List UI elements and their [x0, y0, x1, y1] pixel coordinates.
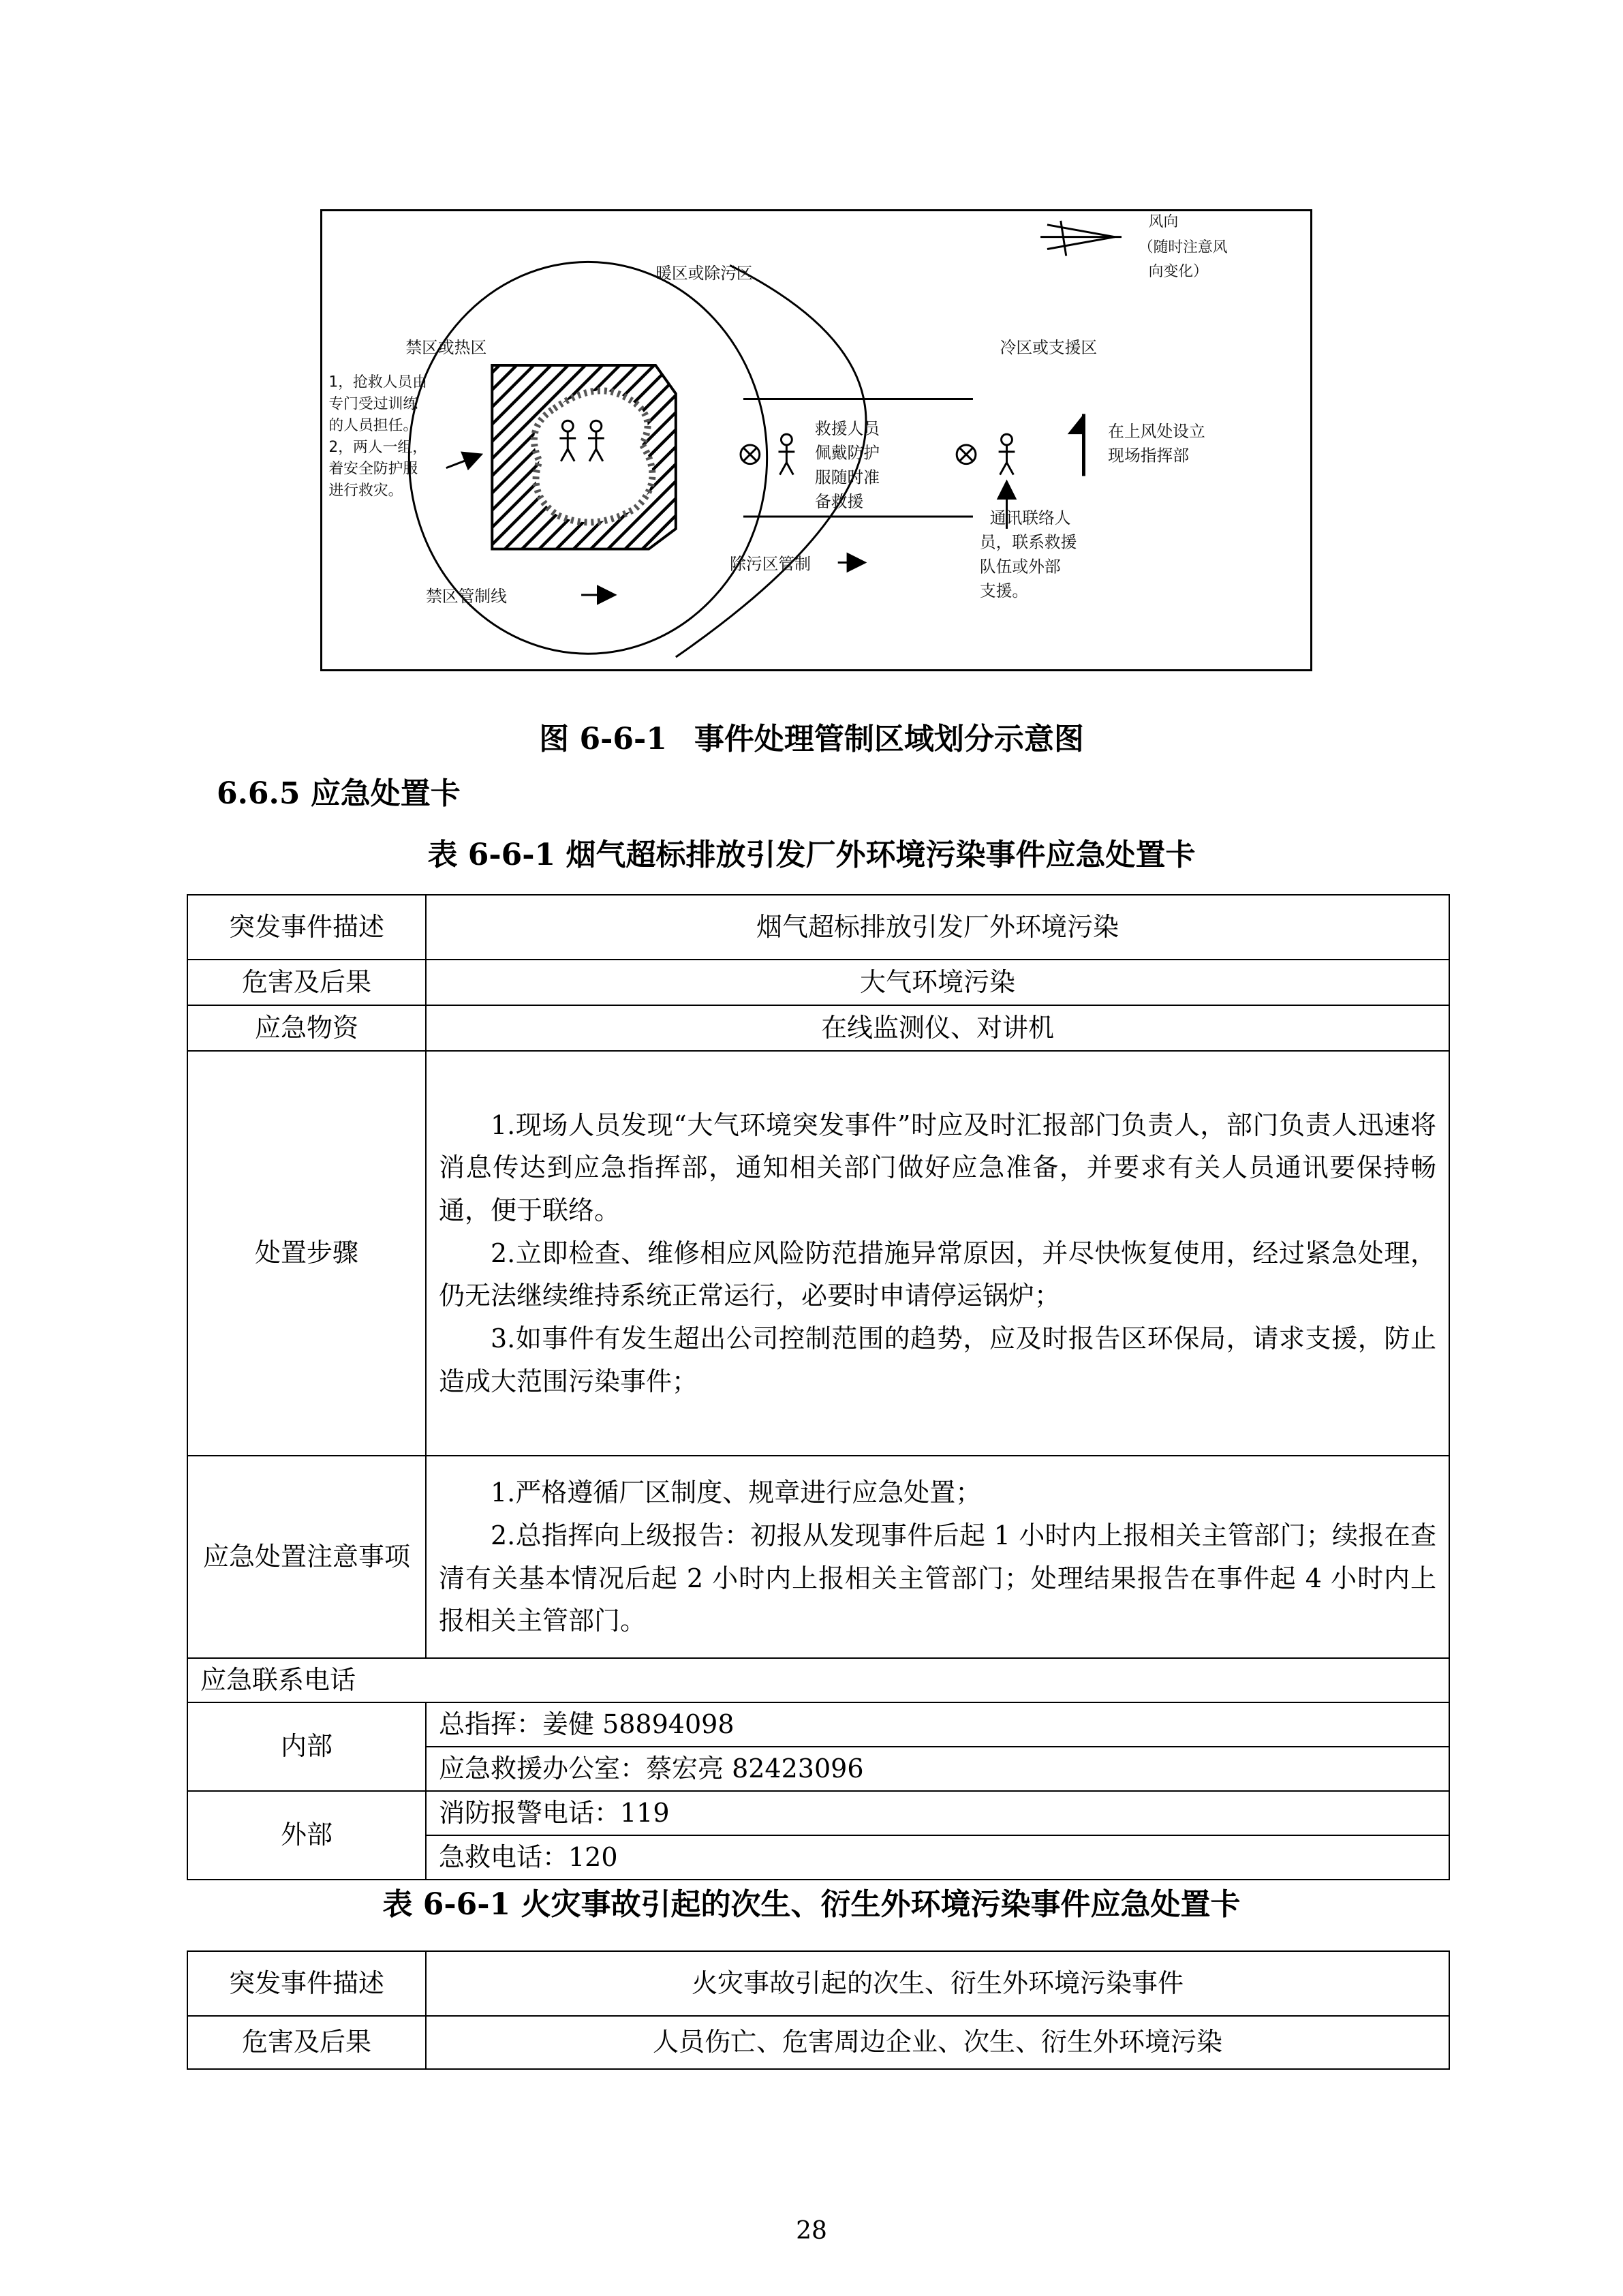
- left-note-line-4: 2，两人一组，: [328, 438, 428, 456]
- supplies-value: 在线监测仪、对讲机: [426, 1005, 1449, 1051]
- incident-core: [534, 391, 653, 522]
- harm-label: 危害及后果: [187, 2016, 426, 2069]
- warm-zone-label: 暖区或除污区: [655, 264, 753, 284]
- comm-note-line-3: 队伍或外部: [979, 557, 1061, 577]
- hot-control-label: 禁区管制线: [426, 586, 507, 606]
- note-1: 1.严格遵循厂区制度、规章进行应急处置；: [491, 1478, 982, 1508]
- event-label: 突发事件描述: [187, 1951, 426, 2016]
- table-row: [187, 1005, 1449, 1051]
- hot-zone-label: 禁区或热区: [405, 338, 487, 358]
- wind-note-line-2: 向变化）: [1148, 263, 1208, 281]
- left-note-line-5: 着安全防护服: [328, 460, 418, 478]
- harm-value: 大气环境污染: [426, 960, 1449, 1005]
- zone-diagram-svg: [322, 211, 1310, 669]
- event-value: 烟气超标排放引发厂外环境污染: [426, 895, 1449, 960]
- zone-diagram: [320, 209, 1312, 671]
- command-note-line-1: 在上风处设立: [1108, 422, 1205, 442]
- comm-note-line-2: 员，联系救援: [979, 532, 1077, 552]
- table-row: [187, 1951, 1449, 2016]
- left-note-arrow: [446, 455, 482, 468]
- table-row: [187, 895, 1449, 960]
- table-row: [187, 1658, 1449, 1702]
- figure-caption: [0, 714, 1623, 758]
- person-icon: [999, 434, 1015, 474]
- figure-number: 图 6-6-1: [539, 722, 667, 756]
- table-row: [187, 1702, 1449, 1747]
- external-contact-2: 急救电话：120: [426, 1835, 1449, 1880]
- figure-title: 事件处理管制区域划分示意图: [694, 722, 1084, 756]
- rescue-note-line-3: 服随时准: [815, 468, 880, 487]
- command-note-line-2: 现场指挥部: [1108, 446, 1190, 465]
- table1: [187, 894, 1450, 1880]
- section-heading: 6.6.5 应急处置卡: [217, 776, 461, 811]
- table-row: [187, 2016, 1449, 2069]
- external-contact-1: 消防报警电话：119: [426, 1791, 1449, 1835]
- left-note-line-1: 1，抢救人员由: [328, 373, 428, 391]
- person-icon: [778, 434, 794, 474]
- wind-title: 风向: [1148, 213, 1179, 230]
- rescue-note-line-2: 佩戴防护: [815, 443, 880, 463]
- checkpoint-icon: [741, 445, 760, 464]
- decon-control-label: 除污区管制: [730, 554, 811, 574]
- step-3: 3.如事件有发生超出公司控制范围的趋势，应及时报告区环保局，请求支援，防止造成大范围污染事件；: [439, 1323, 1436, 1396]
- supplies-label: 应急物资: [187, 1005, 426, 1051]
- steps-label: 处置步骤: [187, 1051, 426, 1456]
- left-note-line-3: 的人员担任。: [328, 417, 418, 435]
- table1-title: 表 6-6-1 烟气超标排放引发厂外环境污染事件应急处置卡: [427, 838, 1196, 872]
- page-number: 28: [796, 2217, 827, 2245]
- internal-label: 内部: [187, 1702, 426, 1791]
- external-label: 外部: [187, 1791, 426, 1880]
- internal-contact-1: 总指挥：姜健 58894098: [426, 1702, 1449, 1747]
- table-row: [187, 1456, 1449, 1658]
- comm-note-line-1: 通讯联络人: [989, 508, 1071, 527]
- cold-zone-label: 冷区或支援区: [1000, 338, 1098, 358]
- notes-content: [426, 1456, 1449, 1658]
- event-value: 火灾事故引起的次生、衍生外环境污染事件: [426, 1951, 1449, 2016]
- contact-header: 应急联系电话: [187, 1658, 1449, 1702]
- left-note-line-6: 进行救灾。: [328, 482, 403, 500]
- harm-value: 人员伤亡、危害周边企业、次生、衍生外环境污染: [426, 2016, 1449, 2069]
- table2: [187, 1950, 1450, 2070]
- comm-note-line-4: 支援。: [979, 581, 1029, 600]
- flag-icon: [1068, 414, 1084, 476]
- table2-title: 表 6-6-1 火灾事故引起的次生、衍生外环境污染事件应急处置卡: [382, 1887, 1241, 1922]
- notes-label: 应急处置注意事项: [187, 1456, 426, 1658]
- step-2: 2.立即检查、维修相应风险防范措施异常原因，并尽快恢复使用，经过紧急处理，仍无法继续维持系统正常运行，必要时申请停运锅炉；: [439, 1238, 1436, 1311]
- wind-note-line-1: （随时注意风: [1138, 239, 1228, 256]
- event-label: 突发事件描述: [187, 895, 426, 960]
- table-row: [187, 960, 1449, 1005]
- steps-content: [426, 1051, 1449, 1456]
- table-row: [187, 1791, 1449, 1835]
- left-note-line-2: 专门受过训练: [328, 395, 418, 413]
- rescue-note-line-1: 救援人员: [815, 419, 880, 439]
- table-row: [187, 1051, 1449, 1456]
- wind-arrows-icon: [1040, 221, 1122, 256]
- step-1: 1.现场人员发现“大气环境突发事件”时应及时汇报部门负责人，部门负责人迅速将消息传达到应急指挥部，通知相关部门做好应急准备，并要求有关人员通讯要保持畅通，便于联络。: [439, 1109, 1436, 1225]
- harm-label: 危害及后果: [187, 960, 426, 1005]
- rescue-note-line-4: 备救援: [815, 492, 864, 512]
- internal-contact-2: 应急救援办公室：蔡宏亮 82423096: [426, 1747, 1449, 1791]
- checkpoint-icon: [957, 445, 976, 464]
- note-2: 2.总指挥向上级报告：初报从发现事件后起 1 小时内上报相关主管部门；续报在查清有关基本情况后起 2 小时内上报相关主管部门；处理结果报告在事件起 4 小时内上报相关主管部门。: [439, 1520, 1436, 1636]
